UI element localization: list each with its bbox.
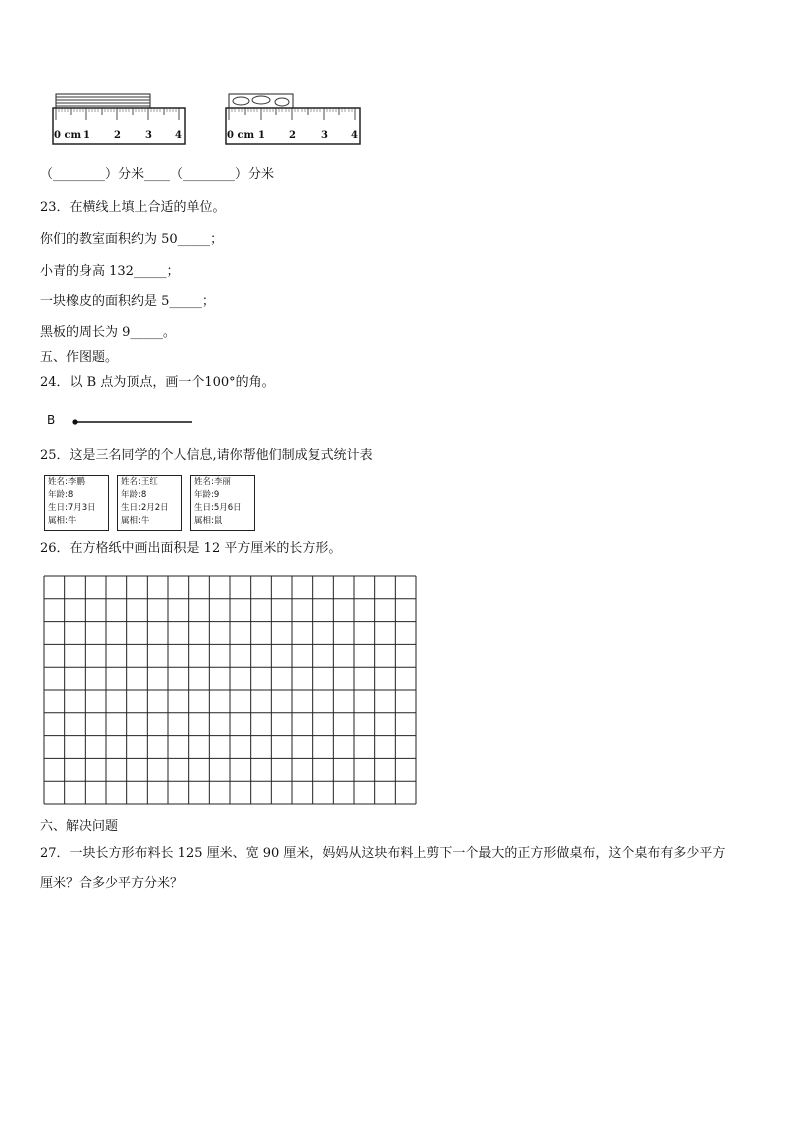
card-3-age: 年龄:9: [194, 490, 220, 500]
q23-line-1: 你们的教室面积约为 50_____；: [40, 232, 224, 247]
card-2-birthday: 生日:2月2日: [121, 503, 169, 513]
q25-title: 25．这是三名同学的个人信息,请你帮他们制成复式统计表: [40, 448, 373, 463]
q23-line-3: 一块橡皮的面积约是 5_____；: [40, 294, 215, 309]
q23-line-2: 小青的身高 132_____；: [40, 264, 180, 279]
card-2-age: 年龄:8: [121, 490, 147, 500]
ruler-1-graphic: [52, 88, 188, 148]
q23-line-4: 黑板的周长为 9_____。: [40, 325, 176, 340]
ruler-1-tick-1: 1: [83, 130, 90, 141]
card-3-birthday: 生日:5月6日: [194, 503, 242, 513]
student-card-2: [117, 475, 182, 531]
ruler-1-tick-2: 2: [114, 130, 121, 141]
ruler-1-tick-3: 3: [145, 130, 152, 141]
card-2-zodiac: 属相:牛: [121, 516, 150, 526]
q26-title: 26．在方格纸中画出面积是 12 平方厘米的长方形。: [40, 541, 342, 556]
ruler-2-tick-1: 1: [258, 130, 265, 141]
q23-title: 23．在横线上填上合适的单位。: [40, 200, 226, 215]
card-3-name: 姓名:李丽: [194, 477, 231, 487]
student-card-1: [44, 475, 109, 531]
card-1-name: 姓名:李鹏: [48, 477, 85, 487]
q24-title: 24．以 B 点为顶点，画一个100°的角。: [40, 375, 275, 390]
card-1-zodiac: 属相:牛: [48, 516, 77, 526]
card-1-birthday: 生日:7月3日: [48, 503, 96, 513]
ruler-1-tick-0: 0 cm: [54, 130, 82, 141]
ruler-2-tick-3: 3: [321, 130, 328, 141]
ruler-figure-1: [52, 88, 188, 152]
ruler-2-tick-2: 2: [289, 130, 296, 141]
grid-lines: [43, 575, 417, 805]
ruler-2-tick-4: 4: [351, 130, 358, 141]
ray-from-b: [70, 415, 200, 429]
student-card-3: [190, 475, 255, 531]
q27-line-1: 27．一块长方形布料长 125 厘米、宽 90 厘米，妈妈从这块布料上剪下一个最大的正方形做桌布，这个桌布有多少平方: [40, 846, 726, 861]
ruler-2-tick-0: 0 cm: [227, 130, 255, 141]
ruler-1-tick-4: 4: [175, 130, 182, 141]
card-2-name: 姓名:王红: [121, 477, 158, 487]
square-grid[interactable]: [43, 575, 417, 809]
card-3-zodiac: 属相:鼠: [194, 516, 223, 526]
section-6-heading: 六、解决问题: [40, 819, 119, 834]
ruler-2-graphic: [225, 88, 363, 148]
card-1-age: 年龄:8: [48, 490, 74, 500]
q27-line-2: 厘米？合多少平方分米？: [40, 876, 184, 891]
ruler-figure-2: [225, 88, 363, 152]
section-5-heading: 五、作图题。: [40, 350, 119, 365]
point-b-label: B: [47, 413, 56, 427]
ruler-answer-line: （________）分米____（________）分米: [40, 167, 275, 182]
